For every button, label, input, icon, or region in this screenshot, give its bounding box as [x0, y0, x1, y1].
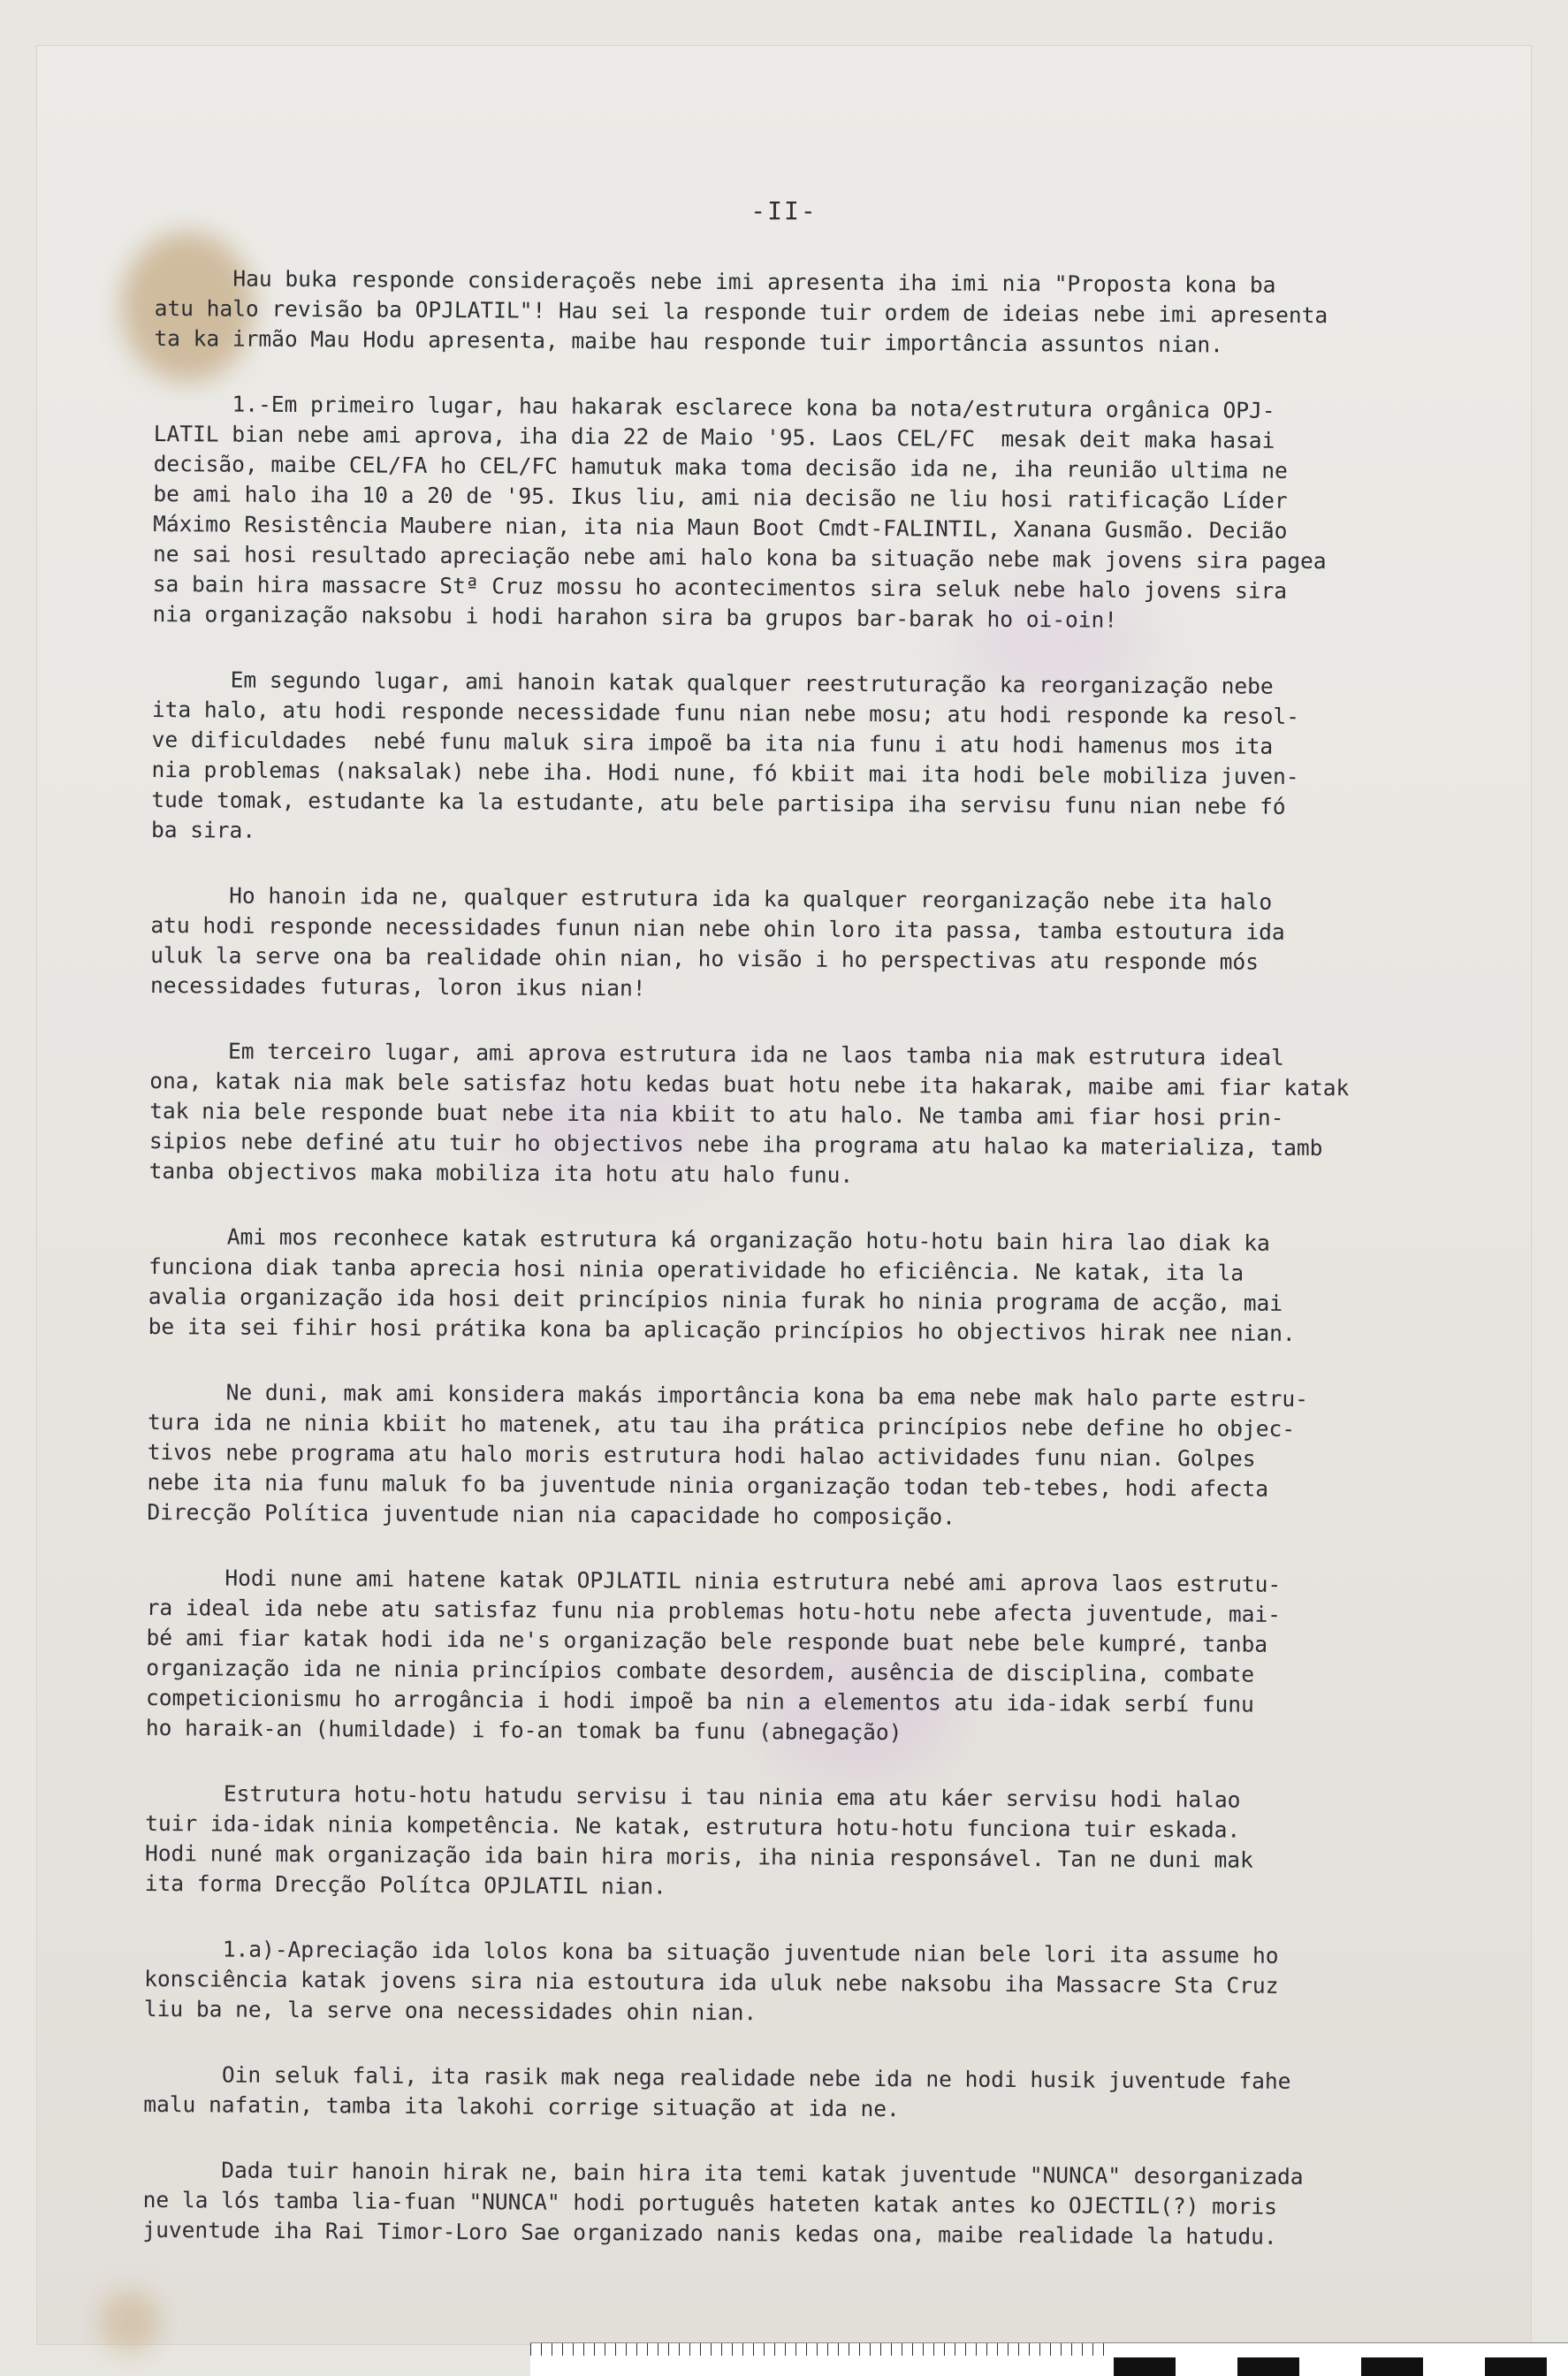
text-line: Estrutura hotu-hotu hatudu servisu i tau ninia ema atu káer servisu hodi halao [145, 1779, 1241, 1813]
paragraph [148, 1222, 1493, 1350]
text-line: ona, katak nia mak bele satisfaz hotu kedas buat hotu nebe ita hakarak, maibe ami fiar katak [149, 1067, 1350, 1101]
paragraph [144, 1934, 1488, 2032]
ruler-segment [1423, 2357, 1485, 2376]
text-line: competicionismu ho arrogância i hodi impoẽ ba nin a elementos atu ida-idak serbí funu [146, 1684, 1254, 1717]
scale-ruler [530, 2342, 1568, 2376]
text-line: juventude iha Rai Timor-Loro Sae organizado nanis kedas ona, maibe realidade la hatudu. [142, 2216, 1277, 2250]
text-line: konsciência katak jovens sira nia estoutura ida uluk nebe naksobu iha Massacre Sta Cruz [144, 1965, 1279, 1999]
text-line: sipios nebe definé atu tuir ho objectivos nebe iha programa atu halao ka materializa, tamb [148, 1127, 1323, 1161]
text-line: ita forma Drecção Polítca OPJLATIL nian. [144, 1870, 666, 1900]
text-line: nebe ita nia funu maluk fo ba juventude ninia organização todan teb-tebes, hodi afecta [147, 1468, 1269, 1502]
text-line: decisão, maibe CEL/FA ho CEL/FC hamutuk maka toma decisão ida ne, iha reunião ultima ne [153, 450, 1288, 484]
ruler-segment [1237, 2357, 1299, 2376]
ruler-segment [1176, 2357, 1237, 2376]
text-line: Hodi nune ami hatene katak OPJLATIL ninia estrutura nebé ami aprova laos estrutu- [146, 1564, 1282, 1597]
text-line: atu hodi responde necessidades funun nian nebe ohin loro ita passa, tamba estoutura ida [150, 911, 1285, 945]
typed-text-body [142, 263, 1498, 2253]
text-line: Máximo Resistência Maubere nian, ita nia Maun Boot Cmdt-FALINTIL, Xanana Gusmão. Decião [153, 510, 1288, 544]
text-line: Ami mos reconhece katak estrutura ká organização hotu-hotu bain hira lao diak ka [148, 1222, 1270, 1256]
text-line: Oin seluk fali, ita rasik mak nega realidade nebe ida ne hodi husik juventude fahe [143, 2060, 1291, 2094]
paragraph [146, 1563, 1490, 1751]
text-line: ba sira. [150, 816, 256, 843]
text-line: liu ba ne, la serve ona necessidades ohin nian. [143, 1995, 757, 2026]
text-line: Hodi nuné mak organização ida bain hira moris, iha ninia responsável. Tan ne duni mak [144, 1839, 1253, 1873]
text-line: tak nia bele responde buat nebe ita nia kbiit to atu halo. Ne tamba ami fiar hosi prin- [149, 1097, 1284, 1131]
paragraph [142, 2155, 1487, 2253]
text-line: bé ami fiar katak hodi ida ne's organização bele responde buat nebe bele kumpré, tanba [146, 1624, 1268, 1657]
paragraph [151, 665, 1496, 853]
text-line: necessidades futuras, loron ikus nian! [149, 971, 646, 1001]
paragraph [149, 1036, 1494, 1194]
ruler-segment [1361, 2357, 1423, 2376]
text-line: be ami halo iha 10 a 20 de '95. Ikus liu, ami nia decisão ne liu hosi ratificação Líder [153, 480, 1288, 514]
text-line: uluk la serve ona ba realidade ohin nian, ho visão i ho perspectivas atu responde mós [150, 941, 1260, 975]
text-line: nia problemas (naksalak) nebe iha. Hodi nune, fó kbiit mai ita hodi bele mobiliza juven- [151, 756, 1299, 789]
text-line: atu halo revisão ba OPJLATIL"! Hau sei la responde tuir ordem de ideias nebe imi apresenta [154, 294, 1328, 329]
text-line: ra ideal ida nebe atu satisfaz funu nia problemas hotu-hotu nebe afecta juventude, mai- [146, 1594, 1282, 1627]
text-line: malu nafatin, tamba ita lakohi corrige situação at ida ne. [143, 2090, 900, 2122]
text-line: organização ida ne ninia princípios combate desordem, ausência de disciplina, combate [146, 1654, 1255, 1687]
paragraph [154, 263, 1498, 362]
text-line: nia organização naksobu i hodi harahon sira ba grupos bar-barak ho oi-oin! [152, 600, 1118, 633]
paragraph [150, 880, 1495, 1009]
text-line: tura ida ne ninia kbiit ho matenek, atu tau iha prática princípios nebe define ho objec- [147, 1408, 1296, 1442]
text-line: be ita sei fihir hosi prátika kona ba aplicação princípios ho objectivos hirak nee nian. [148, 1313, 1296, 1346]
text-line: ta ka irmão Mau Hodu apresenta, maibe hau responde tuir importância assuntos nian. [154, 324, 1224, 358]
text-line: Ho hanoin ida ne, qualquer estrutura ida ka qualquer reorganização nebe ita halo [150, 881, 1273, 915]
text-line: ne sai hosi resultado apreciação nebe ami halo kona ba situação nebe mak jovens sira pagea [152, 540, 1327, 575]
text-line: ho haraik-an (humildade) i fo-an tomak ba funu (abnegação) [145, 1714, 902, 1746]
ruler-segment [1114, 2357, 1176, 2376]
ruler-segment [1485, 2357, 1547, 2376]
text-line: Ne duni, mak ami konsidera makás importância kona ba ema nebe mak halo parte estru- [148, 1378, 1309, 1412]
text-line: avalia organização ida hosi deit princípios ninia furak ho ninia programa de acção, mai [148, 1283, 1283, 1316]
paragraph [145, 1778, 1489, 1907]
text-line: Hau buka responde consideraçoẽs nebe imi apresenta iha imi nia "Proposta kona ba [154, 264, 1276, 298]
paragraph [152, 389, 1497, 637]
paragraph [143, 2060, 1487, 2128]
text-line: ita halo, atu hodi responde necessidade funu nian nebe mosu; atu hodi responde ka resol- [151, 696, 1300, 729]
text-line: tanba objectivos maka mobiliza ita hotu atu halo funu. [148, 1157, 854, 1188]
text-line: sa bain hira massacre Stª Cruz mossu ho acontecimentos sira seluk nebe halo jovens sira [152, 570, 1288, 604]
page-number: -II- [750, 196, 818, 225]
text-line: 1.a)-Apreciação ida lolos kona ba situação juventude nian bele lori ita assume ho [144, 1935, 1279, 1969]
text-line: Dada tuir hanoin hirak ne, bain hira ita temi katak juventude "NUNCA" desorganizada [142, 2156, 1304, 2189]
text-line: funciona diak tanba aprecia hosi ninia operatividade ho eficiência. Ne katak, ita la [148, 1253, 1245, 1286]
text-line: 1.-Em primeiro lugar, hau hakarak esclarece kona ba nota/estrutura orgânica OPJ- [153, 390, 1275, 423]
stain-mark [99, 2291, 161, 2353]
text-line: LATIL bian nebe ami aprova, iha dia 22 de Maio '95. Laos CEL/FC mesak deit maka hasai [153, 420, 1275, 453]
text-line: Em segundo lugar, ami hanoin katak qualquer reestruturação ka reorganização nebe [152, 666, 1274, 699]
text-line: Em terceiro lugar, ami aprova estrutura ida ne laos tamba nia mak estrutura ideal [149, 1037, 1284, 1070]
text-line: tude tomak, estudante ka la estudante, atu bele partisipa iha servisu funu nian nebe fó [151, 786, 1286, 819]
text-line: ne la lós tamba lia-fuan "NUNCA" hodi português hateten katak antes ko OJECTIL(?) moris [142, 2186, 1277, 2220]
ruler-ticks [530, 2343, 1114, 2356]
text-line: ve dificuldades nebé funu maluk sira impoẽ ba ita nia funu i atu hodi hamenus mos ita [151, 726, 1274, 759]
text-line: Direcção Política juventude nian nia capacidade ho composição. [147, 1498, 955, 1530]
ruler-segment [1299, 2357, 1361, 2376]
text-line: tivos nebe programa atu halo moris estrutura hodi halao actividades funu nian. Golpes [147, 1438, 1256, 1472]
text-line: tuir ida-idak ninia kompetência. Ne katak, estrutura hotu-hotu funciona tuir eskada. [145, 1809, 1241, 1843]
paragraph [147, 1377, 1491, 1535]
